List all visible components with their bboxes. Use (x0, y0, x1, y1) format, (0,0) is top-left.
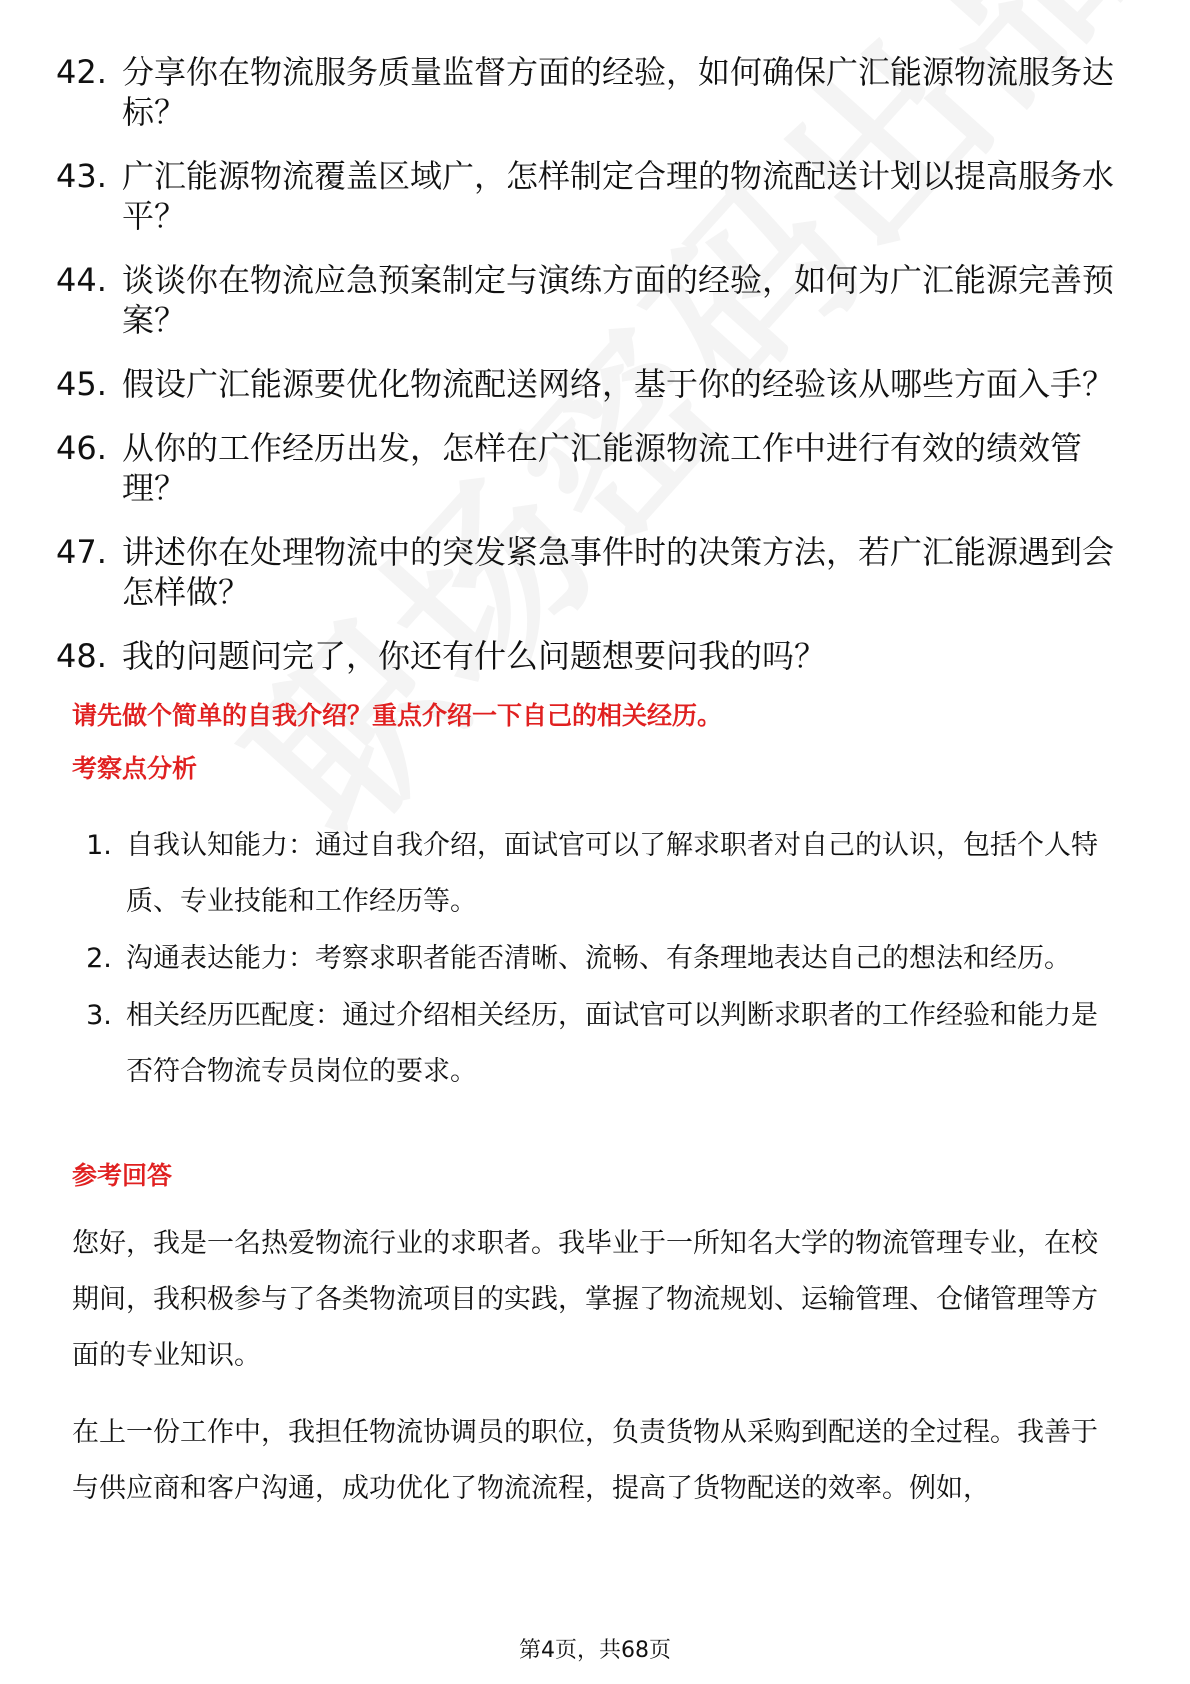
analysis-number: 2. (86, 943, 112, 974)
question-item (56, 364, 1126, 404)
analysis-number: 1. (86, 830, 112, 861)
question-text: 广汇能源物流覆盖区域广，怎样制定合理的物流配送计划以提高服务水平？ (122, 157, 1115, 235)
question-text: 谈谈你在物流应急预案制定与演练方面的经验，如何为广汇能源完善预案？ (122, 261, 1115, 339)
question-text: 假设广汇能源要优化物流配送网络，基于你的经验该从哪些方面入手？ (122, 365, 1115, 403)
question-text: 分享你在物流服务质量监督方面的经验，如何确保广汇能源物流服务达标？ (122, 53, 1115, 131)
question-number: 42. (56, 53, 107, 91)
analysis-text: 自我认知能力：通过自我介绍，面试官可以了解求职者对自己的认识，包括个人特质、专业技能和工作经历等。 (126, 830, 1098, 917)
question-number: 47. (56, 533, 107, 571)
analysis-item (72, 931, 1122, 987)
question-item (56, 52, 1126, 132)
analysis-list (72, 818, 1122, 1101)
section-question-heading: 请先做个简单的自我介绍？重点介绍一下自己的相关经历。 (72, 701, 723, 730)
question-number: 44. (56, 261, 107, 299)
question-text: 我的问题问完了，你还有什么问题想要问我的吗？ (122, 637, 827, 675)
question-item (56, 156, 1126, 236)
question-number: 48. (56, 637, 107, 675)
question-text: 从你的工作经历出发，怎样在广汇能源物流工作中进行有效的绩效管理？ (122, 429, 1083, 507)
analysis-number: 3. (86, 1000, 112, 1031)
question-number: 43. (56, 157, 107, 195)
answer-heading: 参考回答 (72, 1161, 173, 1190)
analysis-item (72, 988, 1122, 1100)
question-item (56, 428, 1126, 508)
question-list (56, 52, 1126, 700)
analysis-heading: 考察点分析 (72, 754, 198, 783)
analysis-text: 相关经历匹配度：通过介绍相关经历，面试官可以判断求职者的工作经验和能力是否符合物流专员岗位的要求。 (126, 1000, 1098, 1087)
answer-paragraph: 在上一份工作中，我担任物流协调员的职位，负责货物从采购到配送的全过程。我善于与供应商和客户沟通，成功优化了物流流程，提高了货物配送的效率。例如， (72, 1417, 1098, 1504)
analysis-item (72, 818, 1122, 930)
question-item (56, 532, 1126, 612)
question-item (56, 636, 1126, 676)
question-number: 45. (56, 365, 107, 403)
page-footer: 第4页，共68页 (519, 1638, 671, 1663)
question-text: 讲述你在处理物流中的突发紧急事件时的决策方法，若广汇能源遇到会怎样做？ (122, 533, 1115, 611)
question-number: 46. (56, 429, 107, 467)
question-item (56, 260, 1126, 340)
analysis-text: 沟通表达能力：考察求职者能否清晰、流畅、有条理地表达自己的想法和经历。 (126, 943, 1071, 974)
answer-paragraph: 您好，我是一名热爱物流行业的求职者。我毕业于一所知名大学的物流管理专业，在校期间，我积极参与了各类物流项目的实践，掌握了物流规划、运输管理、仓储管理等方面的专业知识。 (72, 1228, 1098, 1371)
